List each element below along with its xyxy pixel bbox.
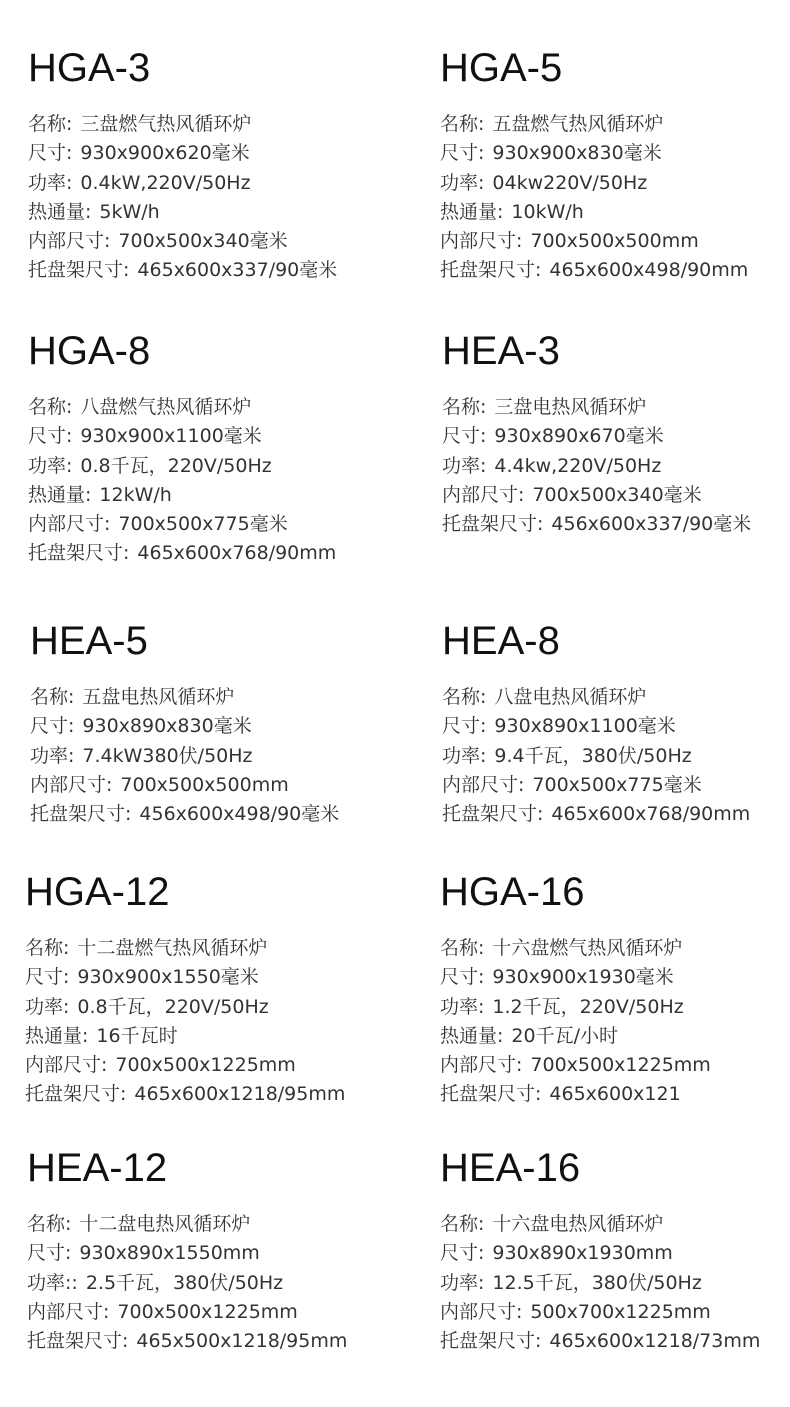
model-title: HGA-12	[25, 870, 170, 914]
model-title: HEA-8	[442, 619, 560, 663]
spec-label: 热通量:	[440, 1024, 504, 1047]
spec-label: 功率:	[440, 1271, 485, 1294]
spec-value: 465x600x768/90mm	[137, 542, 337, 565]
spec-row	[25, 934, 385, 963]
spec-row	[28, 452, 388, 481]
spec-value: 930x900x830毫米	[492, 142, 662, 165]
spec-label: 托盘架尺寸:	[30, 803, 132, 826]
spec-label: 名称:	[440, 937, 485, 959]
spec-label: 托盘架尺寸:	[27, 1330, 129, 1353]
spec-row	[27, 1239, 387, 1268]
spec-label: 内部尺寸:	[442, 483, 525, 506]
spec-value: 465x600x768/90mm	[551, 803, 751, 826]
spec-value: 十二盘电热风循环炉	[79, 1213, 251, 1235]
spec-value: 465x600x337/90毫米	[137, 259, 338, 282]
spec-label: 热通量:	[440, 200, 504, 223]
spec-list	[30, 683, 390, 829]
product-hea-12	[27, 1144, 387, 1356]
product-hga-16	[440, 868, 790, 1110]
product-hea-5	[30, 617, 390, 829]
model-title: HGA-5	[440, 46, 563, 90]
spec-value: 930x890x830毫米	[82, 715, 252, 738]
spec-value: 465x600x1218/73mm	[549, 1330, 761, 1353]
spec-value: 465x600x1218/95mm	[134, 1083, 346, 1106]
spec-label: 内部尺寸:	[440, 230, 523, 253]
spec-row	[442, 742, 790, 771]
spec-list	[440, 1210, 790, 1356]
spec-value: 700x500x340毫米	[532, 483, 702, 506]
spec-value: 700x500x500mm	[120, 773, 289, 796]
spec-label: 功率::	[27, 1271, 78, 1294]
spec-value: 700x500x775毫米	[532, 773, 702, 796]
spec-label: 内部尺寸:	[440, 1054, 523, 1077]
model-title: HEA-5	[30, 619, 148, 663]
spec-value: 9.4千瓦，380伏/50Hz	[494, 744, 692, 767]
spec-label: 名称:	[442, 396, 487, 418]
spec-value: 5kW/h	[99, 200, 160, 223]
spec-row	[442, 452, 790, 481]
model-title: HGA-16	[440, 870, 585, 914]
spec-row	[27, 1298, 387, 1327]
spec-row	[440, 1239, 790, 1268]
spec-label: 内部尺寸:	[28, 513, 111, 536]
spec-value: 20千瓦/小时	[511, 1024, 618, 1047]
spec-value: 930x900x1100毫米	[80, 425, 262, 448]
spec-value: 500x700x1225mm	[530, 1300, 711, 1323]
spec-row	[440, 139, 790, 168]
spec-row	[440, 256, 790, 285]
spec-value: 930x890x670毫米	[494, 425, 664, 448]
spec-list	[25, 934, 385, 1110]
spec-value: 700x500x1225mm	[115, 1054, 296, 1077]
spec-row	[28, 139, 388, 168]
spec-label: 热通量:	[28, 200, 92, 223]
spec-value: 930x890x1930mm	[492, 1242, 673, 1265]
spec-label: 尺寸:	[440, 1242, 485, 1265]
spec-value: 4.4kw,220V/50Hz	[494, 454, 662, 477]
spec-value: 三盘电热风循环炉	[494, 396, 647, 418]
spec-row	[28, 110, 388, 139]
spec-row	[28, 422, 388, 451]
spec-label: 托盘架尺寸:	[440, 259, 542, 282]
spec-label: 托盘架尺寸:	[440, 1330, 542, 1353]
spec-value: 三盘燃气热风循环炉	[80, 113, 252, 135]
spec-row	[440, 1269, 790, 1298]
spec-row	[30, 712, 390, 741]
spec-value: 12kW/h	[99, 483, 172, 506]
spec-label: 尺寸:	[442, 425, 487, 448]
spec-label: 名称:	[28, 396, 73, 418]
spec-row	[27, 1269, 387, 1298]
product-hea-16	[440, 1144, 790, 1356]
spec-list	[440, 934, 790, 1110]
spec-value: 700x500x500mm	[530, 230, 699, 253]
spec-label: 功率:	[28, 454, 73, 477]
spec-value: 十六盘电热风循环炉	[492, 1213, 664, 1235]
spec-row	[28, 169, 388, 198]
spec-label: 功率:	[442, 454, 487, 477]
product-hga-5	[440, 44, 790, 286]
spec-label: 功率:	[28, 171, 73, 194]
spec-row	[440, 1022, 790, 1051]
model-title: HEA-16	[440, 1146, 581, 1190]
spec-value: 465x600x498/90mm	[549, 259, 749, 282]
product-hea-8	[442, 617, 790, 829]
spec-row	[28, 393, 388, 422]
spec-label: 托盘架尺寸:	[28, 259, 130, 282]
spec-label: 功率:	[440, 171, 485, 194]
spec-label: 功率:	[25, 995, 70, 1018]
spec-row	[440, 934, 790, 963]
spec-value: 八盘燃气热风循环炉	[80, 396, 252, 418]
spec-list	[440, 110, 790, 286]
product-hga-8	[28, 327, 388, 569]
spec-value: 456x600x498/90毫米	[139, 803, 340, 826]
spec-value: 700x500x1225mm	[530, 1054, 711, 1077]
spec-value: 十六盘燃气热风循环炉	[492, 937, 683, 959]
spec-value: 930x890x1550mm	[79, 1242, 260, 1265]
spec-value: 700x500x1225mm	[117, 1300, 298, 1323]
product-hea-3	[442, 327, 790, 539]
spec-row	[442, 510, 790, 539]
spec-value: 1.2千瓦，220V/50Hz	[492, 995, 684, 1018]
spec-value: 04kw220V/50Hz	[492, 171, 648, 194]
spec-row	[440, 1210, 790, 1239]
spec-row	[28, 510, 388, 539]
spec-row	[30, 771, 390, 800]
spec-label: 内部尺寸:	[30, 773, 113, 796]
spec-value: 五盘电热风循环炉	[82, 686, 235, 708]
spec-row	[25, 1051, 385, 1080]
model-title: HEA-3	[442, 329, 560, 373]
spec-label: 托盘架尺寸:	[28, 542, 130, 565]
model-title: HGA-3	[28, 46, 151, 90]
spec-value: 465x600x121	[549, 1083, 681, 1106]
spec-value: 0.4kW,220V/50Hz	[80, 171, 251, 194]
spec-label: 内部尺寸:	[440, 1300, 523, 1323]
spec-list	[28, 393, 388, 569]
spec-label: 名称:	[28, 113, 73, 135]
spec-list	[27, 1210, 387, 1356]
spec-value: 7.4kW380伏/50Hz	[82, 744, 253, 767]
spec-label: 托盘架尺寸:	[442, 803, 544, 826]
spec-value: 2.5千瓦，380伏/50Hz	[85, 1271, 284, 1294]
spec-label: 功率:	[442, 744, 487, 767]
spec-label: 尺寸:	[440, 966, 485, 989]
spec-value: 八盘电热风循环炉	[494, 686, 647, 708]
spec-value: 0.8千瓦，220V/50Hz	[77, 995, 269, 1018]
spec-value: 700x500x775毫米	[118, 513, 288, 536]
spec-row	[28, 256, 388, 285]
spec-label: 内部尺寸:	[25, 1054, 108, 1077]
spec-row	[30, 742, 390, 771]
spec-list	[442, 683, 790, 829]
spec-value: 930x890x1100毫米	[494, 715, 676, 738]
spec-row	[28, 481, 388, 510]
spec-row	[25, 1080, 385, 1109]
spec-row	[440, 169, 790, 198]
spec-value: 十二盘燃气热风循环炉	[77, 937, 268, 959]
spec-label: 功率:	[440, 995, 485, 1018]
spec-row	[440, 227, 790, 256]
spec-label: 尺寸:	[28, 142, 73, 165]
spec-row	[440, 1051, 790, 1080]
spec-row	[442, 422, 790, 451]
spec-row	[440, 1298, 790, 1327]
spec-list	[442, 393, 790, 539]
spec-label: 内部尺寸:	[27, 1300, 110, 1323]
spec-label: 名称:	[440, 1213, 485, 1235]
spec-row	[440, 1327, 790, 1356]
spec-label: 尺寸:	[28, 425, 73, 448]
spec-row	[27, 1210, 387, 1239]
spec-label: 尺寸:	[27, 1242, 72, 1265]
spec-row	[27, 1327, 387, 1356]
spec-row	[442, 393, 790, 422]
spec-label: 名称:	[25, 937, 70, 959]
spec-label: 热通量:	[25, 1024, 89, 1047]
spec-row	[25, 993, 385, 1022]
spec-value: 465x500x1218/95mm	[136, 1330, 348, 1353]
spec-row	[28, 539, 388, 568]
spec-value: 930x900x620毫米	[80, 142, 250, 165]
spec-row	[442, 481, 790, 510]
spec-row	[440, 1080, 790, 1109]
spec-row	[25, 1022, 385, 1051]
spec-label: 尺寸:	[440, 142, 485, 165]
spec-label: 尺寸:	[442, 715, 487, 738]
spec-row	[30, 683, 390, 712]
spec-value: 16千瓦时	[96, 1024, 178, 1047]
spec-value: 930x900x1550毫米	[77, 966, 259, 989]
spec-label: 名称:	[30, 686, 75, 708]
spec-row	[25, 963, 385, 992]
spec-label: 功率:	[30, 744, 75, 767]
spec-row	[442, 683, 790, 712]
spec-row	[440, 110, 790, 139]
spec-value: 456x600x337/90毫米	[551, 513, 752, 536]
spec-label: 尺寸:	[30, 715, 75, 738]
product-hga-3	[28, 44, 388, 286]
spec-value: 10kW/h	[511, 200, 584, 223]
model-title: HGA-8	[28, 329, 151, 373]
spec-label: 内部尺寸:	[28, 230, 111, 253]
spec-label: 名称:	[440, 113, 485, 135]
spec-label: 内部尺寸:	[442, 773, 525, 796]
spec-value: 12.5千瓦，380伏/50Hz	[492, 1271, 702, 1294]
spec-value: 0.8千瓦，220V/50Hz	[80, 454, 272, 477]
spec-label: 尺寸:	[25, 966, 70, 989]
spec-value: 五盘燃气热风循环炉	[492, 113, 664, 135]
model-title: HEA-12	[27, 1146, 168, 1190]
spec-label: 托盘架尺寸:	[440, 1083, 542, 1106]
spec-row	[442, 712, 790, 741]
product-hga-12	[25, 868, 385, 1110]
spec-row	[442, 771, 790, 800]
spec-label: 托盘架尺寸:	[442, 513, 544, 536]
spec-label: 热通量:	[28, 483, 92, 506]
spec-row	[28, 198, 388, 227]
spec-row	[28, 227, 388, 256]
spec-label: 名称:	[27, 1213, 72, 1235]
spec-label: 名称:	[442, 686, 487, 708]
spec-row	[30, 800, 390, 829]
spec-row	[440, 963, 790, 992]
spec-value: 700x500x340毫米	[118, 230, 288, 253]
spec-list	[28, 110, 388, 286]
spec-label: 托盘架尺寸:	[25, 1083, 127, 1106]
spec-row	[440, 993, 790, 1022]
spec-row	[440, 198, 790, 227]
spec-row	[442, 800, 790, 829]
spec-value: 930x900x1930毫米	[492, 966, 674, 989]
